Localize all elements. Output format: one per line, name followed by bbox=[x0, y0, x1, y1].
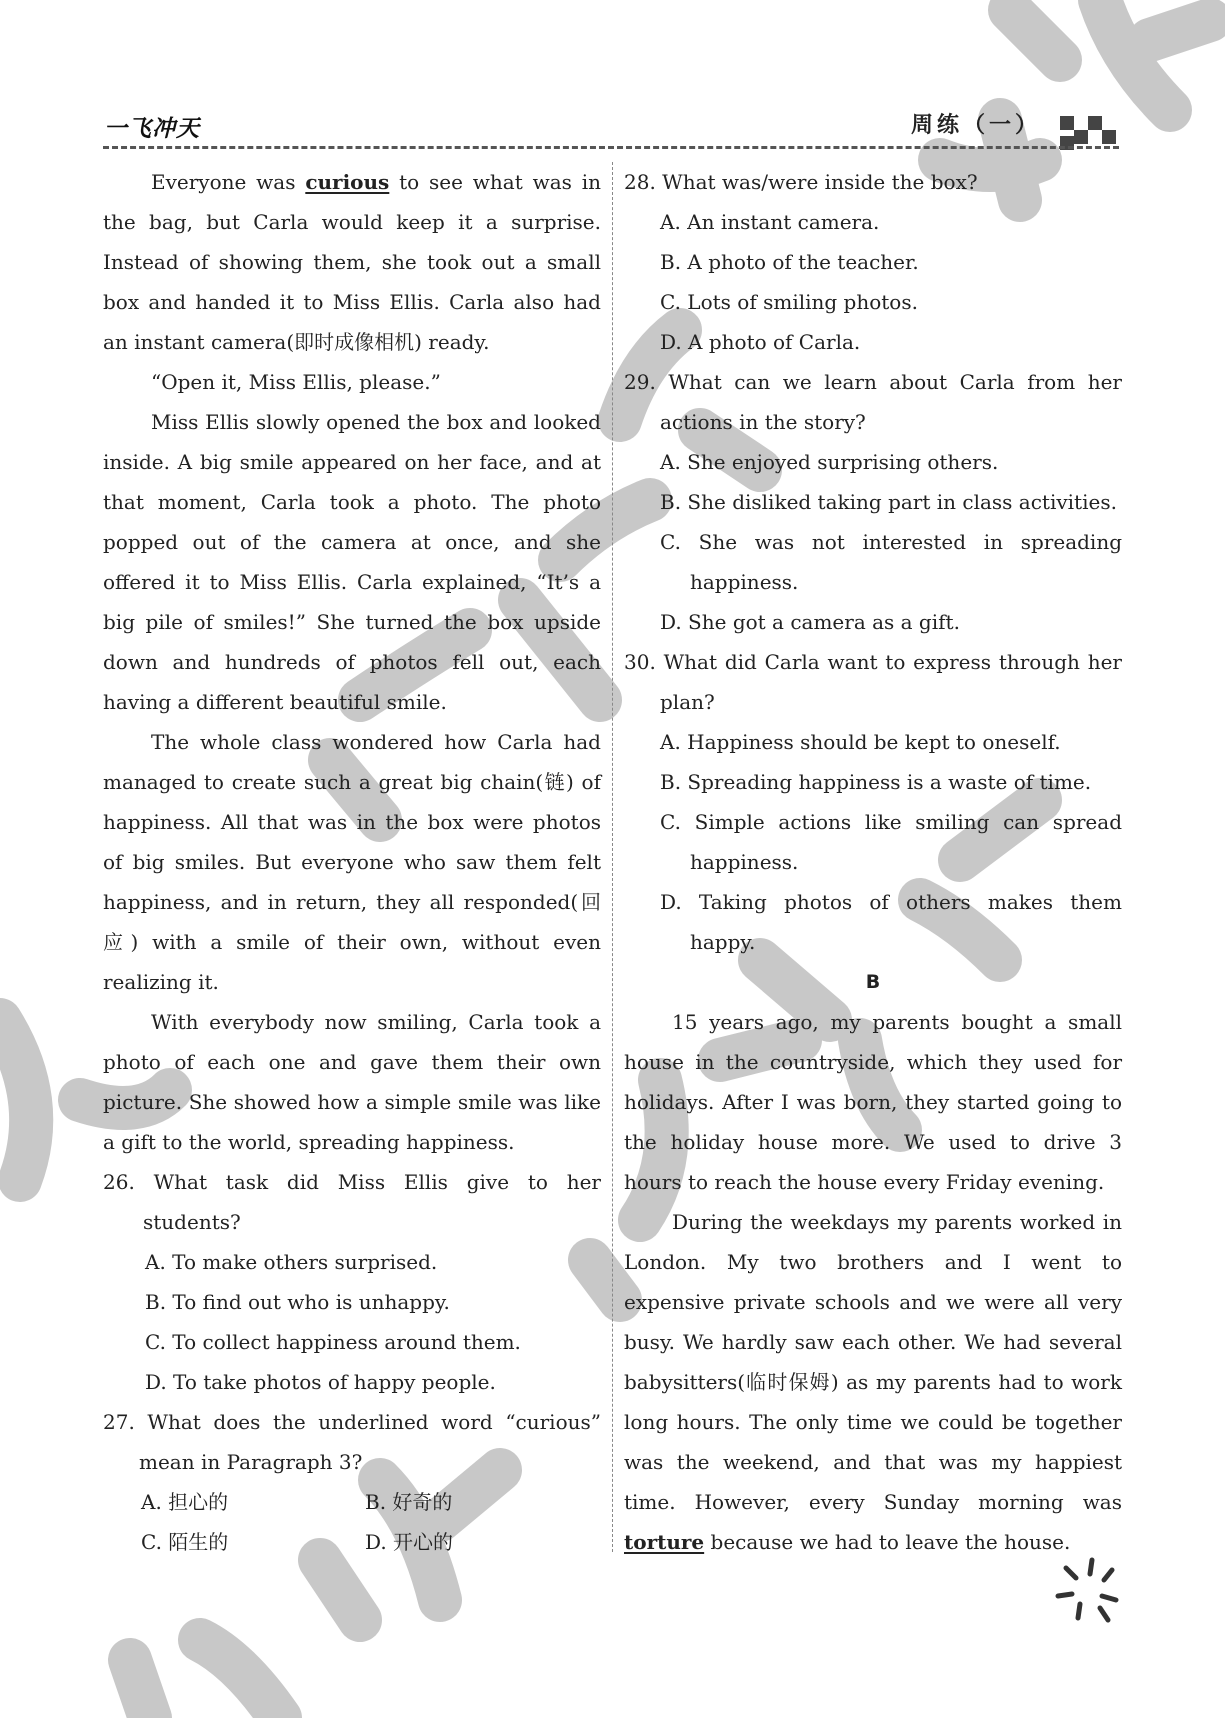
option: C. She was not interested in spreading happiness. bbox=[660, 530, 1122, 594]
option: B. A photo of the teacher. bbox=[660, 250, 919, 274]
option: C. 陌生的 bbox=[141, 1530, 229, 1554]
option: D. 开心的 bbox=[365, 1530, 454, 1554]
option: A. 担心的 bbox=[141, 1490, 229, 1514]
column-divider bbox=[612, 162, 613, 1552]
option: A. She enjoyed surprising others. bbox=[660, 450, 999, 474]
left-column bbox=[103, 162, 601, 1562]
option: B. 好奇的 bbox=[365, 1490, 453, 1514]
option: B. To find out who is unhappy. bbox=[145, 1290, 450, 1314]
question-28: 28. What was/were inside the box? bbox=[624, 170, 978, 194]
question-30: 30. What did Carla want to express through her plan? bbox=[624, 650, 1122, 714]
option: C. To collect happiness around them. bbox=[145, 1330, 521, 1354]
option: C. Simple actions like smiling can spread happiness. bbox=[660, 810, 1122, 874]
underlined-word: torture bbox=[624, 1530, 705, 1554]
option: A. Happiness should be kept to oneself. bbox=[660, 730, 1061, 754]
page-header bbox=[0, 96, 1225, 160]
question-27: 27. What does the underlined word “curious” mean in Paragraph 3? bbox=[103, 1410, 601, 1474]
option: C. Lots of smiling photos. bbox=[660, 290, 918, 314]
burst-decoration-icon bbox=[1052, 1556, 1122, 1626]
option: A. An instant camera. bbox=[660, 210, 880, 234]
paragraph: “Open it, Miss Ellis, please.” bbox=[151, 370, 441, 394]
brand-logo-text: 一飞冲天 bbox=[104, 116, 200, 142]
option: D. She got a camera as a gift. bbox=[660, 610, 960, 634]
option: A. To make others surprised. bbox=[145, 1250, 438, 1274]
section-label: B bbox=[865, 971, 881, 993]
paragraph: 15 years ago, my parents bought a small house in the countryside, which they used for holidays. After I was born, they started going to the holiday house more. We used to drive 3 hours to reach the house every Friday evening. bbox=[624, 1010, 1122, 1194]
option: D. To take photos of happy people. bbox=[145, 1370, 496, 1394]
paragraph: Miss Ellis slowly opened the box and looked inside. A big smile appeared on her face, and at that moment, Carla took a photo. The photo popped out of the camera at once, and she offered it to Miss Ellis. Carla explained, “It’s a big pile of smiles!” She turned the box upside down and hundreds of photos fell out, each having a different beautiful smile. bbox=[103, 410, 601, 714]
underlined-word: curious bbox=[305, 170, 390, 194]
option: D. A photo of Carla. bbox=[660, 330, 861, 354]
paragraph: Everyone was curious to see what was in the bag, but Carla would keep it a surprise. Instead of showing them, she took out a small box and handed it to Miss Ellis. Carla also had an instant camera(即时成像相机) ready. bbox=[103, 170, 601, 354]
paragraph: The whole class wondered how Carla had managed to create such a great big chain(链) of happiness. All that was in the box were photos of big smiles. But everyone who saw them felt happiness, and in return, they all responded(回应) with a smile of their own, without even realizing it. bbox=[103, 730, 601, 994]
paragraph: With everybody now smiling, Carla took a photo of each one and gave them their own picture. She showed how a simple smile was like a gift to the world, spreading happiness. bbox=[103, 1010, 601, 1154]
option: D. Taking photos of others makes them happy. bbox=[660, 890, 1122, 954]
checker-pattern-icon bbox=[1060, 116, 1122, 150]
option-row bbox=[103, 1522, 601, 1562]
option: B. She disliked taking part in class activities. bbox=[660, 490, 1117, 514]
option-row bbox=[103, 1482, 601, 1522]
question-29: 29. What can we learn about Carla from her actions in the story? bbox=[624, 370, 1122, 434]
right-column bbox=[624, 162, 1122, 1562]
question-26: 26. What task did Miss Ellis give to her students? bbox=[103, 1170, 601, 1234]
header-divider bbox=[103, 146, 1119, 149]
paragraph: During the weekdays my parents worked in London. My two brothers and I went to expensive private schools and we were all very busy. We hardly saw each other. We had several babysitters(临时保姆) as my parents had to work long hours. The only time we could be together was the weekend, and that was my happiest time. However, every Sunday morning was torture because we had to leave the house. bbox=[624, 1210, 1122, 1554]
week-label: 周练（一） bbox=[911, 113, 1042, 138]
option: B. Spreading happiness is a waste of time. bbox=[660, 770, 1092, 794]
